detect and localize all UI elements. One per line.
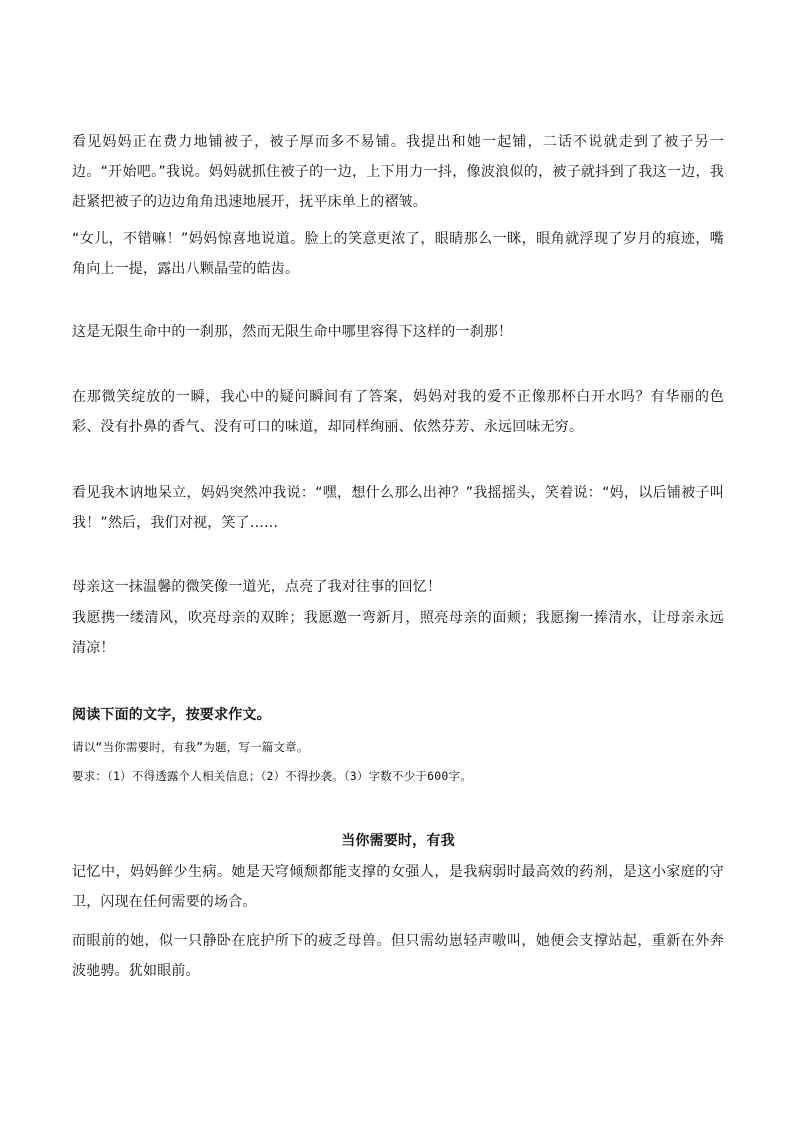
paragraph-7: 我愿携一缕清风，吹亮母亲的双眸；我愿邀一弯新月，照亮母亲的面颊；我愿掬一捧清水，让母亲永远清凉！ — [72, 610, 724, 656]
paragraph-5: 看见我木讷地呆立，妈妈突然冲我说：“嘿，想什么那么出神？”我摇摇头，笑着说：“妈，以后铺被子叫我！”然后，我们对视，笑了…… — [72, 485, 724, 531]
task-requirements: 要求：（1）不得透露个人相关信息；（2）不得抄袭。（3）字数不少于600字。 — [72, 769, 472, 783]
essay-title: 当你需要时，有我 — [341, 833, 455, 849]
paragraph-6: 母亲这一抹温馨的微笑像一道光，点亮了我对往事的回忆！ — [72, 579, 442, 595]
paragraph-2: “女儿，不错嘛！”妈妈惊喜地说道。脸上的笑意更浓了，眼睛那么一眯，眼角就浮现了岁月的痕迹，嘴角向上一提，露出八颗晶莹的皓齿。 — [72, 231, 724, 277]
paragraph-3: 这是无限生命中的一刹那，然而无限生命中哪里容得下这样的一刹那！ — [72, 324, 513, 340]
essay-paragraph-2: 而眼前的她，似一只静卧在庇护所下的疲乏母兽。但只需幼崽轻声嗷叫，她便会支撑站起，重新在外奔波驰骋。犹如眼前。 — [72, 933, 724, 979]
task-prompt: 请以“当你需要时，有我”为题，写一篇文章。 — [72, 740, 309, 754]
paragraph-1: 看见妈妈正在费力地铺被子，被子厚而多不易铺。我提出和她一起铺，二话不说就走到了被子另一边。“开始吧。”我说。妈妈就抓住被子的一边，上下用力一抖，像波浪似的，被子就抖到了我这一边，我赶紧把被子的边边角角迅速地展开，抚平床单上的褶皱。 — [72, 134, 724, 210]
essay-paragraph-1: 记忆中，妈妈鲜少生病。她是天穹倾颓都能支撑的女强人，是我病弱时最高效的药剂，是这小家庭的守卫，闪现在任何需要的场合。 — [72, 864, 724, 910]
task-heading: 阅读下面的文字，按要求作文。 — [72, 707, 271, 723]
paragraph-4: 在那微笑绽放的一瞬，我心中的疑问瞬间有了答案，妈妈对我的爱不正像那杯白开水吗？有华丽的色彩、没有扑鼻的香气、没有可口的味道，却同样绚丽、依然芬芳、永远回味无穷。 — [72, 389, 724, 435]
